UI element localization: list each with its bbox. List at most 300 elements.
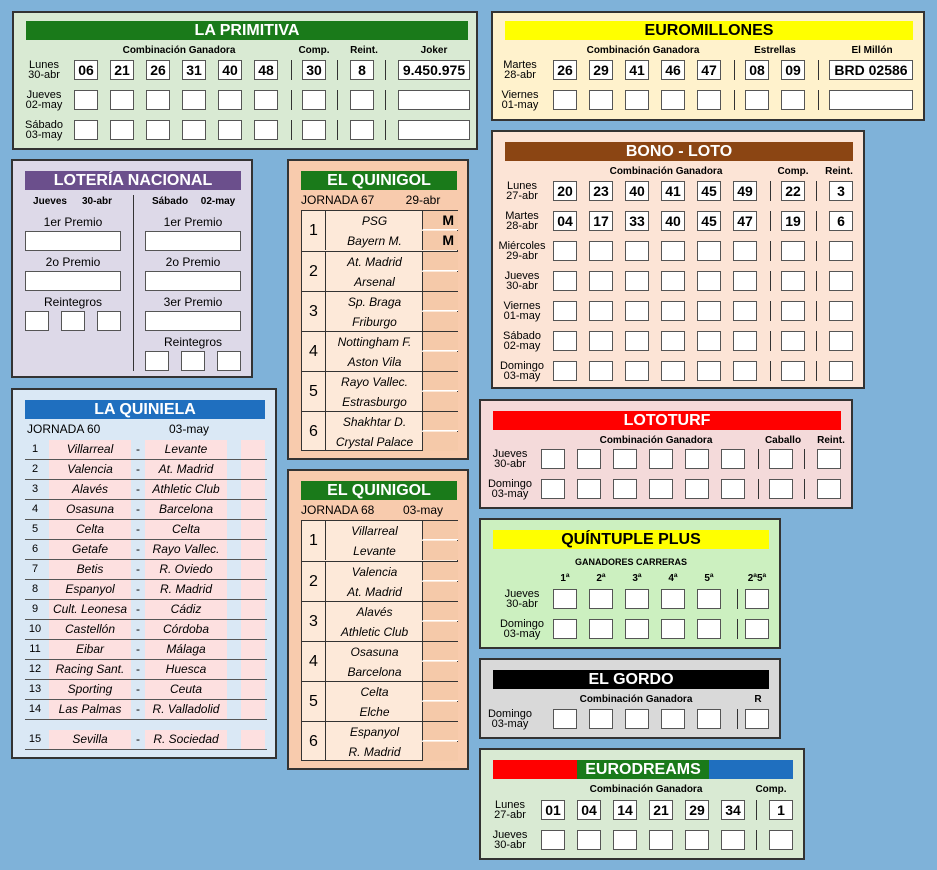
quiniela-dash: - (136, 702, 140, 716)
quiniela-result-box[interactable] (229, 440, 241, 459)
bono-row-6-day: Domingo (499, 360, 545, 372)
bonoloto-num-box[interactable] (661, 361, 685, 381)
quinigol-away-result[interactable] (422, 582, 458, 601)
quintuple-box[interactable] (553, 589, 577, 609)
gordo-num-box[interactable] (625, 709, 649, 729)
quinigol-match-number: 1 (302, 211, 326, 250)
lototurf-num-box[interactable] (613, 479, 637, 499)
eurodreams-num-box[interactable] (685, 830, 709, 850)
quinigol2-panel (287, 469, 469, 770)
quinigol-away-result[interactable] (422, 312, 458, 331)
loteria-right-p3-box[interactable] (145, 311, 241, 331)
bonoloto-h-reint: Reint. (825, 166, 853, 177)
loteria-left-date: 30-abr (81, 196, 112, 207)
quinigol-away-team: Estrasburgo (342, 395, 407, 409)
gordo-r-box[interactable] (745, 709, 769, 729)
quinigol-home-result[interactable] (422, 602, 458, 621)
eurodreams-num-box[interactable] (577, 830, 601, 850)
loteria-left-p1-label: 1er Premio (43, 215, 103, 229)
bonoloto-num-box[interactable]: 40 (625, 181, 649, 201)
quintuple-col-5: 2ª5ª (747, 573, 767, 584)
primitiva-sep (291, 90, 292, 110)
lototurf-panel (479, 399, 853, 509)
bono-row-1-date: 28-abr (506, 220, 538, 232)
euromillones-millon-box[interactable] (829, 90, 913, 110)
bonoloto-num-box[interactable] (697, 301, 721, 321)
bonoloto-num-box[interactable] (589, 361, 613, 381)
quiniela-row (25, 680, 267, 700)
eurodreams-num-box[interactable]: 14 (613, 800, 637, 820)
gordo-num-box[interactable] (553, 709, 577, 729)
lototurf-num-box[interactable] (685, 449, 709, 469)
bonoloto-num-box[interactable]: 41 (661, 181, 685, 201)
lototurf-num-box[interactable] (541, 449, 565, 469)
quiniela-result-box[interactable] (241, 560, 265, 579)
euromillones-h-stars: Estrellas (754, 45, 796, 56)
quint-row-1-date: 03-may (503, 628, 541, 640)
quinigol-away-result[interactable] (422, 662, 458, 681)
eurodreams-num-box[interactable] (721, 830, 745, 850)
euromillones-num-box[interactable]: 29 (589, 60, 613, 80)
euromillones-num-box[interactable] (661, 90, 685, 110)
quinigol-match-row (302, 411, 457, 451)
gordo-num-box[interactable] (589, 709, 613, 729)
bonoloto-num-box[interactable] (733, 301, 757, 321)
quinigol-match-number: 4 (302, 332, 326, 371)
bonoloto-num-box[interactable] (625, 241, 649, 261)
quinigol-away-result[interactable] (422, 742, 458, 761)
quinigol-home-result[interactable] (422, 372, 458, 391)
quinigol1-title: EL QUINIGOL (301, 171, 457, 190)
primitiva-comp-box[interactable]: 30 (302, 60, 326, 80)
bonoloto-num-box[interactable] (661, 271, 685, 291)
bonoloto-num-box[interactable] (733, 361, 757, 381)
quiniela-result-box[interactable] (241, 640, 265, 659)
bonoloto-num-box[interactable] (553, 361, 577, 381)
gordo-num-box[interactable] (697, 709, 721, 729)
bonoloto-num-box[interactable] (625, 361, 649, 381)
quinigol-match-row (302, 521, 457, 561)
bonoloto-num-box[interactable]: 17 (589, 211, 613, 231)
quiniela-dash: - (136, 562, 140, 576)
bonoloto-comp-box[interactable]: 19 (781, 211, 805, 231)
bonoloto-num-box[interactable]: 20 (553, 181, 577, 201)
quiniela-result-box[interactable] (241, 620, 265, 639)
eurodreams-num-box[interactable]: 21 (649, 800, 673, 820)
primitiva-row-1-day: Jueves (26, 89, 62, 101)
bonoloto-num-box[interactable] (553, 241, 577, 261)
quinigol-home-result[interactable] (422, 292, 458, 311)
quiniela-home-team: Las Palmas (49, 700, 131, 719)
lototurf-num-box[interactable] (649, 479, 673, 499)
bonoloto-num-box[interactable]: 47 (733, 211, 757, 231)
quintuple-col-2: 3ª (632, 573, 642, 584)
primitiva-sep (337, 120, 338, 140)
lototurf-num-box[interactable] (577, 449, 601, 469)
bonoloto-panel (491, 130, 865, 389)
lototurf-num-box[interactable] (649, 449, 673, 469)
quiniela-result-box[interactable] (229, 680, 241, 699)
quintuple-box[interactable] (589, 619, 613, 639)
bonoloto-num-box[interactable] (589, 271, 613, 291)
quinigol-home-result[interactable] (422, 252, 458, 271)
quinigol-away-result[interactable] (422, 272, 458, 291)
lototurf-num-box[interactable] (541, 479, 565, 499)
bonoloto-num-box[interactable]: 45 (697, 181, 721, 201)
primitiva-num-box[interactable] (146, 120, 170, 140)
bonoloto-num-box[interactable]: 45 (697, 211, 721, 231)
quiniela-result-box[interactable] (241, 580, 265, 599)
quiniela-dash: - (136, 522, 140, 536)
quintuple-box[interactable] (589, 589, 613, 609)
bono-sep (816, 331, 817, 351)
quinigol-home-result[interactable] (422, 412, 458, 431)
quinigol-match-number: 2 (302, 252, 326, 291)
quinigol-home-team: Sp. Braga (347, 295, 402, 309)
ed-sep (756, 830, 757, 850)
quinigol-away-result[interactable] (422, 702, 458, 721)
eurodreams-num-box[interactable]: 29 (685, 800, 709, 820)
bonoloto-num-box[interactable] (553, 331, 577, 351)
bono-sep (770, 301, 771, 321)
bonoloto-num-box[interactable] (697, 241, 721, 261)
primitiva-num-box[interactable] (146, 90, 170, 110)
quiniela-match-number: 4 (31, 503, 39, 515)
loteria-left-reint-1[interactable] (25, 311, 49, 331)
bono-sep (816, 301, 817, 321)
quinigol-home-team: PSG (361, 214, 388, 228)
quinigol1-grid (301, 210, 458, 451)
bonoloto-reint-box[interactable]: 6 (829, 211, 853, 231)
bonoloto-num-box[interactable] (553, 271, 577, 291)
bonoloto-title: BONO - LOTO (505, 142, 853, 161)
loteria-right-p1-box[interactable] (145, 231, 241, 251)
bonoloto-num-box[interactable] (661, 241, 685, 261)
quiniela-result-box[interactable] (241, 500, 265, 519)
quinigol-home-result[interactable] (422, 521, 458, 540)
quinigol-away-result[interactable] (422, 392, 458, 411)
primitiva-num-box[interactable] (110, 120, 134, 140)
euromillones-num-box[interactable] (625, 90, 649, 110)
lototurf-h-reint: Reint. (817, 435, 845, 446)
quinigol-home-result[interactable] (422, 682, 458, 701)
lototurf-caballo-box[interactable] (769, 479, 793, 499)
quinigol-home-team: Shakhtar D. (342, 415, 407, 429)
primitiva-num-box[interactable]: 06 (74, 60, 98, 80)
bonoloto-comp-box[interactable] (781, 331, 805, 351)
quintuple-box[interactable] (661, 589, 685, 609)
euro-row-0-date: 28-abr (504, 69, 536, 81)
primitiva-reint-box[interactable] (350, 120, 374, 140)
loteria-left-p1-box[interactable] (25, 231, 121, 251)
bonoloto-num-box[interactable] (589, 301, 613, 321)
quiniela-row (25, 580, 267, 600)
quinigol-home-result[interactable] (422, 722, 458, 741)
bonoloto-num-box[interactable] (553, 301, 577, 321)
loteria-title: LOTERÍA NACIONAL (25, 171, 241, 190)
quiniela-result-box[interactable] (229, 520, 241, 539)
bonoloto-comp-box[interactable] (781, 361, 805, 381)
euromillones-star-box[interactable] (781, 90, 805, 110)
quiniela-result-box[interactable] (241, 440, 265, 459)
loteria-right-date: 02-may (200, 196, 236, 207)
quiniela-result-box[interactable] (229, 660, 241, 679)
gordo-panel (479, 658, 781, 739)
bonoloto-num-box[interactable] (589, 241, 613, 261)
quintuple-box[interactable] (745, 589, 769, 609)
euromillones-num-box[interactable]: 46 (661, 60, 685, 80)
quiniela-dash: - (136, 662, 140, 676)
euromillones-star-box[interactable]: 08 (745, 60, 769, 80)
loteria-left-p2-box[interactable] (25, 271, 121, 291)
quiniela-match-number: 10 (28, 623, 42, 635)
bonoloto-num-box[interactable]: 33 (625, 211, 649, 231)
bonoloto-num-box[interactable] (697, 361, 721, 381)
quiniela-result-box[interactable] (241, 600, 265, 619)
quinigol-away-result[interactable] (422, 541, 458, 560)
quinigol-match-row (302, 291, 457, 331)
bonoloto-num-box[interactable] (625, 301, 649, 321)
primitiva-num-box[interactable] (182, 90, 206, 110)
primitiva-num-box[interactable]: 26 (146, 60, 170, 80)
quiniela-result-box[interactable] (241, 540, 265, 559)
bonoloto-num-box[interactable] (589, 331, 613, 351)
quiniela-result-box[interactable] (229, 480, 241, 499)
quinigol-home-team: At. Madrid (347, 255, 402, 269)
eurodreams-num-box[interactable]: 01 (541, 800, 565, 820)
eurodreams-num-box[interactable] (613, 830, 637, 850)
loteria-left-p2-label: 2o Premio (45, 255, 101, 269)
primitiva-num-box[interactable] (74, 120, 98, 140)
quiniela-result-box[interactable] (241, 730, 265, 749)
quintuple-box[interactable] (745, 619, 769, 639)
eurodreams-num-box[interactable]: 34 (721, 800, 745, 820)
bono-row-1-day: Martes (505, 210, 539, 222)
primitiva-reint-box[interactable]: 8 (350, 60, 374, 80)
quiniela-result-box[interactable] (241, 520, 265, 539)
quiniela-result-box[interactable] (241, 700, 265, 719)
lototurf-reint-box[interactable] (817, 479, 841, 499)
bono-row-0-day: Lunes (507, 180, 537, 192)
quiniela-row (25, 600, 267, 620)
primitiva-joker-box[interactable]: 9.450.975 (398, 60, 470, 80)
bonoloto-num-box[interactable] (661, 331, 685, 351)
lototurf-num-box[interactable] (577, 479, 601, 499)
bonoloto-num-box[interactable] (733, 331, 757, 351)
quinigol-away-result[interactable] (422, 352, 458, 371)
bono-row-4-day: Viernes (503, 300, 541, 312)
loteria-right-p2-box[interactable] (145, 271, 241, 291)
loteria-right-reint-3[interactable] (217, 351, 241, 371)
quinigol-match-number: 6 (302, 412, 326, 451)
quintuple-box[interactable] (661, 619, 685, 639)
euromillones-star-box[interactable] (745, 90, 769, 110)
bonoloto-comp-box[interactable] (781, 271, 805, 291)
euromillones-num-box[interactable]: 47 (697, 60, 721, 80)
primitiva-comp-box[interactable] (302, 90, 326, 110)
quiniela-result-box[interactable] (241, 680, 265, 699)
quiniela-result-box[interactable] (229, 500, 241, 519)
euromillones-num-box[interactable] (553, 90, 577, 110)
primitiva-joker-box[interactable] (398, 120, 470, 140)
primitiva-num-box[interactable] (218, 90, 242, 110)
eurodreams-num-box[interactable]: 04 (577, 800, 601, 820)
quinigol-away-result[interactable]: M (422, 231, 458, 250)
eurodreams-num-box[interactable] (649, 830, 673, 850)
primitiva-num-box[interactable] (254, 120, 278, 140)
quiniela-result-box[interactable] (229, 540, 241, 559)
bonoloto-comp-box[interactable]: 22 (781, 181, 805, 201)
primitiva-num-box[interactable] (254, 90, 278, 110)
quiniela-result-box[interactable] (229, 730, 241, 749)
bono-sep (816, 271, 817, 291)
lototurf-num-box[interactable] (721, 449, 745, 469)
bonoloto-num-box[interactable] (625, 271, 649, 291)
quinigol-home-result[interactable]: M (422, 211, 458, 230)
primitiva-reint-box[interactable] (350, 90, 374, 110)
quintuple-box[interactable] (697, 589, 721, 609)
quiniela-result-box[interactable] (229, 580, 241, 599)
bonoloto-reint-box[interactable] (829, 331, 853, 351)
bonoloto-num-box[interactable] (733, 271, 757, 291)
quiniela-dash: - (136, 502, 140, 516)
quinigol-away-team: Elche (359, 705, 390, 719)
quinigol-home-team: Rayo Vallec. (341, 375, 408, 389)
bonoloto-reint-box[interactable] (829, 241, 853, 261)
primitiva-num-box[interactable] (218, 120, 242, 140)
primitiva-num-box[interactable]: 21 (110, 60, 134, 80)
loteria-left-reint-2[interactable] (61, 311, 85, 331)
quinigol-home-team: Villarreal (351, 524, 398, 538)
bonoloto-num-box[interactable] (697, 271, 721, 291)
bono-row-5-date: 02-may (503, 340, 541, 352)
primitiva-comp-box[interactable] (302, 120, 326, 140)
quiniela-dash: - (136, 642, 140, 656)
bonoloto-reint-box[interactable] (829, 271, 853, 291)
primitiva-row-2-date: 03-may (25, 129, 63, 141)
quiniela-result-box[interactable] (241, 660, 265, 679)
quinigol-away-result[interactable] (422, 622, 458, 641)
quiniela-home-team: Osasuna (49, 500, 131, 519)
bonoloto-num-box[interactable]: 40 (661, 211, 685, 231)
quinigol-away-team: Levante (353, 544, 396, 558)
quintuple-col-3: 4ª (668, 573, 678, 584)
bonoloto-num-box[interactable] (697, 331, 721, 351)
quinigol-home-result[interactable] (422, 562, 458, 581)
eurodreams-comp-box[interactable] (769, 830, 793, 850)
quiniela-home-team: Celta (49, 520, 131, 539)
euromillones-num-box[interactable] (697, 90, 721, 110)
primitiva-joker-box[interactable] (398, 90, 470, 110)
loteria-left-reint-3[interactable] (97, 311, 121, 331)
euro-sep (734, 90, 735, 110)
euromillones-num-box[interactable] (589, 90, 613, 110)
quiniela-result-box[interactable] (229, 620, 241, 639)
gordo-num-box[interactable] (661, 709, 685, 729)
quintuple-col-1: 2ª (596, 573, 606, 584)
euromillones-h-millon: El Millón (851, 45, 893, 56)
lototurf-num-box[interactable] (721, 479, 745, 499)
quiniela-result-box[interactable] (229, 560, 241, 579)
loteria-right-reint-2[interactable] (181, 351, 205, 371)
bonoloto-reint-box[interactable] (829, 361, 853, 381)
quinigol-match-row (302, 331, 457, 371)
bonoloto-comp-box[interactable] (781, 301, 805, 321)
bonoloto-reint-box[interactable]: 3 (829, 181, 853, 201)
quiniela-row (25, 440, 267, 460)
quinigol-away-team: R. Madrid (348, 745, 401, 759)
primitiva-num-box[interactable]: 31 (182, 60, 206, 80)
eurodreams-comp-box[interactable]: 1 (769, 800, 793, 820)
primitiva-title: LA PRIMITIVA (26, 21, 468, 40)
quinigol-match-number: 5 (302, 682, 326, 721)
bonoloto-num-box[interactable]: 23 (589, 181, 613, 201)
quiniela-row (25, 560, 267, 580)
lototurf-caballo-box[interactable] (769, 449, 793, 469)
bonoloto-num-box[interactable]: 04 (553, 211, 577, 231)
quiniela-result-box[interactable] (229, 600, 241, 619)
quintuple-box[interactable] (625, 589, 649, 609)
quiniela-match-number: 15 (28, 733, 42, 745)
primitiva-num-box[interactable] (74, 90, 98, 110)
bonoloto-num-box[interactable] (661, 301, 685, 321)
euromillones-num-box[interactable]: 41 (625, 60, 649, 80)
primitiva-sep (337, 60, 338, 80)
gordo-sep (737, 709, 738, 729)
bonoloto-num-box[interactable] (733, 241, 757, 261)
quiniela-dash: - (136, 482, 140, 496)
euromillones-millon-box[interactable]: BRD 02586 (829, 60, 913, 80)
quiniela-result-box[interactable] (241, 480, 265, 499)
primitiva-num-box[interactable] (110, 90, 134, 110)
euromillones-num-box[interactable]: 26 (553, 60, 577, 80)
gordo-h-r: R (754, 694, 762, 705)
bonoloto-num-box[interactable]: 49 (733, 181, 757, 201)
loteria-right-reint-1[interactable] (145, 351, 169, 371)
quiniela-dash: - (136, 602, 140, 616)
eurodreams-h-comp: Comp. (755, 784, 787, 795)
quiniela-result-box[interactable] (229, 700, 241, 719)
primitiva-row-2-day: Sábado (25, 119, 63, 131)
quiniela-result-box[interactable] (229, 460, 241, 479)
bonoloto-reint-box[interactable] (829, 301, 853, 321)
quinigol-home-result[interactable] (422, 642, 458, 661)
quintuple-box[interactable] (697, 619, 721, 639)
quintuple-box[interactable] (553, 619, 577, 639)
euromillones-star-box[interactable]: 09 (781, 60, 805, 80)
primitiva-num-box[interactable] (182, 120, 206, 140)
quinigol-away-result[interactable] (422, 432, 458, 451)
quinigol-home-result[interactable] (422, 332, 458, 351)
quintuple-box[interactable] (625, 619, 649, 639)
quint-row-1-day: Domingo (499, 618, 545, 630)
lototurf-reint-box[interactable] (817, 449, 841, 469)
eurodreams-num-box[interactable] (541, 830, 565, 850)
quiniela-result-box[interactable] (229, 640, 241, 659)
lototurf-num-box[interactable] (613, 449, 637, 469)
quiniela-home-team: Sevilla (49, 730, 131, 749)
bonoloto-comp-box[interactable] (781, 241, 805, 261)
quinigol2-grid (301, 520, 458, 761)
lototurf-num-box[interactable] (685, 479, 709, 499)
quinigol-home-team: Espanyol (349, 725, 400, 739)
primitiva-num-box[interactable]: 40 (218, 60, 242, 80)
quiniela-result-box[interactable] (241, 460, 265, 479)
quinigol-home-team: Osasuna (350, 645, 399, 659)
quiniela-home-team: Sporting (49, 680, 131, 699)
primitiva-num-box[interactable]: 48 (254, 60, 278, 80)
bonoloto-num-box[interactable] (625, 331, 649, 351)
